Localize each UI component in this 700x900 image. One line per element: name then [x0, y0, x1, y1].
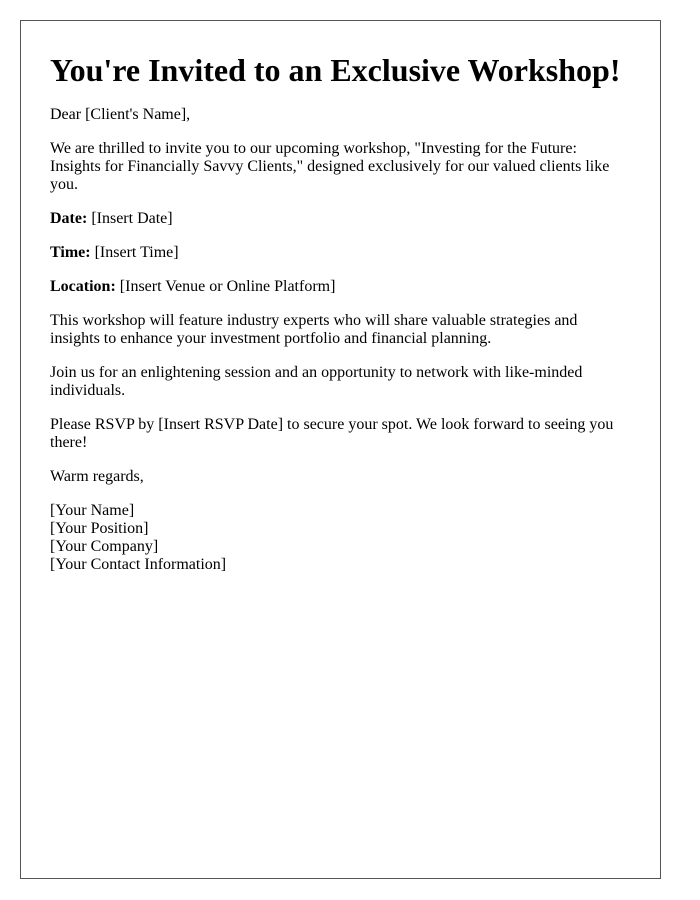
location-value: [Insert Venue or Online Platform] — [115, 278, 336, 295]
signature-position: [Your Position] — [50, 520, 149, 537]
location-line — [50, 278, 631, 296]
signature-company: [Your Company] — [50, 538, 159, 555]
time-label: Time: — [50, 244, 91, 261]
body-paragraph-network: Join us for an enlightening session and an opportunity to network with like-minded individuals. — [50, 364, 583, 399]
intro-paragraph: We are thrilled to invite you to our upcoming workshop, "Investing for the Future: Insights for Financially Savvy Clients," designed exclusively for our valued clients like you. — [50, 140, 610, 193]
signature-name: [Your Name] — [50, 502, 135, 519]
date-line — [50, 210, 631, 228]
signature-contact: [Your Contact Information] — [50, 556, 227, 573]
location-label: Location: — [50, 278, 116, 295]
time-value: [Insert Time] — [90, 244, 179, 261]
date-value: [Insert Date] — [87, 210, 173, 227]
time-line — [50, 244, 631, 262]
closing: Warm regards, — [50, 468, 144, 485]
salutation: Dear [Client's Name], — [50, 106, 191, 123]
body-paragraph-rsvp: Please RSVP by [Insert RSVP Date] to secure your spot. We look forward to seeing you there! — [50, 416, 614, 451]
body-paragraph-experts: This workshop will feature industry experts who will share valuable strategies and insights to enhance your investment portfolio and financial planning. — [50, 312, 578, 347]
letter-title: You're Invited to an Exclusive Workshop! — [50, 52, 621, 88]
invitation-letter — [20, 20, 661, 879]
date-label: Date: — [50, 210, 88, 227]
signature-block — [50, 502, 631, 574]
